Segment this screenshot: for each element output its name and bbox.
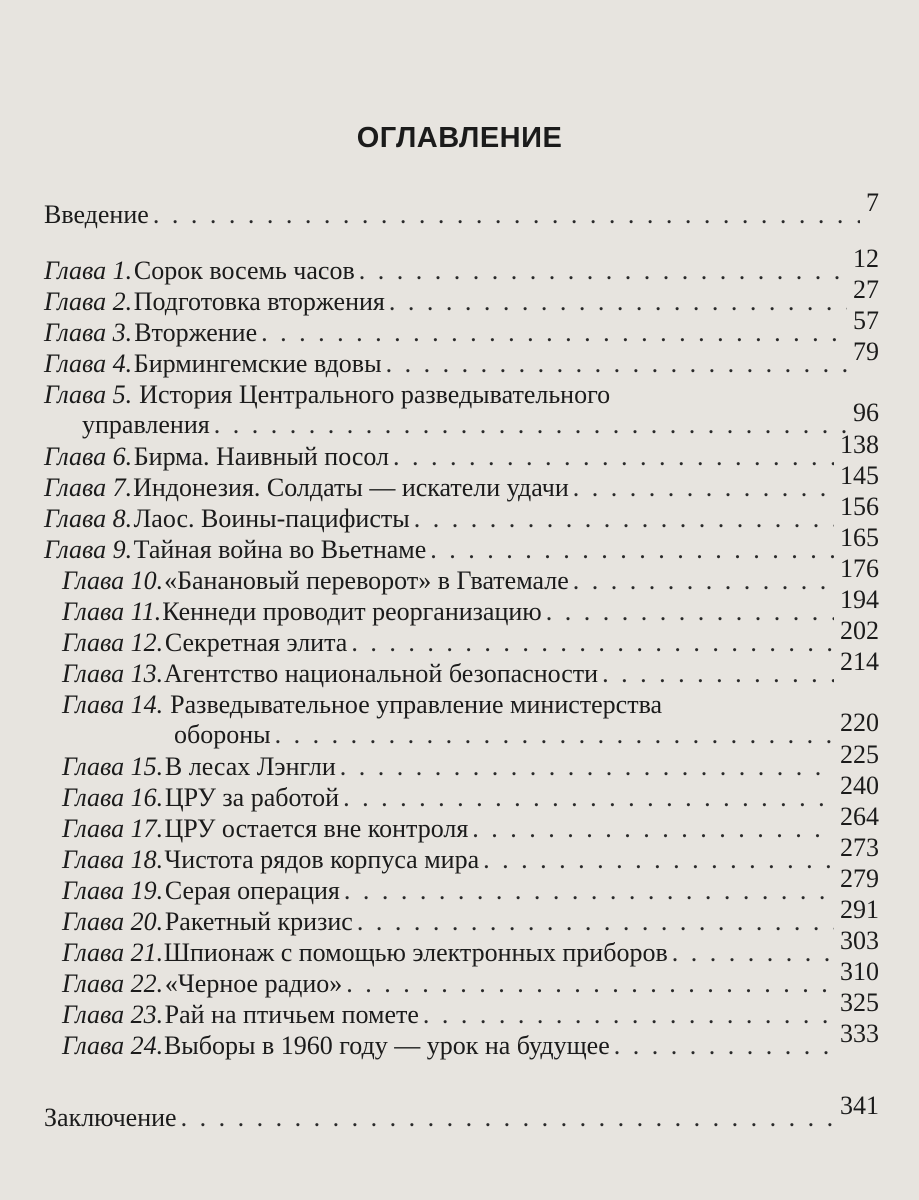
toc-line bbox=[44, 275, 879, 317]
chapter-label: Глава 20. bbox=[62, 907, 164, 936]
page-number: 303 bbox=[840, 926, 879, 955]
chapter-label: Глава 21. bbox=[62, 938, 164, 967]
toc-line bbox=[62, 802, 879, 844]
page-number: 333 bbox=[840, 1019, 879, 1048]
page-number: 214 bbox=[840, 647, 879, 676]
chapter-title: Бирма. Наивный посол bbox=[133, 442, 390, 471]
toc-line bbox=[62, 554, 879, 596]
page-number: 138 bbox=[840, 430, 879, 459]
toc-line bbox=[44, 337, 879, 379]
chapter-title: Чистота рядов корпуса мира bbox=[164, 845, 480, 874]
entry-title: Заключение bbox=[44, 1103, 177, 1132]
page-number: 165 bbox=[840, 523, 879, 552]
dot-leader bbox=[573, 566, 834, 596]
toc-line bbox=[44, 1091, 879, 1133]
chapter-label: Глава 8. bbox=[44, 504, 133, 533]
toc-entry-chapter[interactable] bbox=[44, 430, 879, 472]
dot-leader bbox=[340, 752, 834, 782]
toc-line bbox=[44, 492, 879, 534]
toc-line bbox=[44, 244, 879, 286]
chapter-label: Глава 9. bbox=[44, 535, 133, 564]
dot-leader bbox=[414, 504, 834, 534]
toc-line bbox=[62, 740, 879, 782]
chapter-label: Глава 22. bbox=[62, 969, 164, 998]
toc-entry-chapter[interactable] bbox=[44, 275, 879, 317]
toc-line bbox=[62, 585, 879, 627]
chapter-label: Глава 10. bbox=[62, 566, 164, 595]
page-number: 145 bbox=[840, 461, 879, 490]
chapter-label: Глава 14. bbox=[62, 690, 164, 719]
chapter-title: История Центрального разведывательного bbox=[139, 380, 611, 409]
dot-leader bbox=[344, 876, 834, 906]
toc-line bbox=[62, 988, 879, 1030]
chapter-title: Разведывательное управление министерства bbox=[170, 690, 663, 719]
dot-leader bbox=[423, 1000, 834, 1030]
page-number: 291 bbox=[840, 895, 879, 924]
toc-line bbox=[44, 461, 879, 503]
page-number: 264 bbox=[840, 802, 879, 831]
toc-line bbox=[44, 188, 879, 230]
dot-leader bbox=[672, 938, 834, 968]
page-number: 27 bbox=[853, 275, 879, 304]
dot-leader bbox=[386, 349, 847, 379]
toc-line bbox=[62, 708, 879, 750]
page-number: 310 bbox=[840, 957, 879, 986]
toc-line bbox=[62, 864, 879, 906]
chapter-title: Выборы в 1960 году — урок на будущее bbox=[163, 1031, 610, 1060]
chapter-label: Глава 5. bbox=[44, 380, 133, 409]
toc-line bbox=[62, 1019, 879, 1061]
page-number: 240 bbox=[840, 771, 879, 800]
chapter-label: Глава 13. bbox=[62, 659, 164, 688]
chapter-label: Глава 12. bbox=[62, 628, 164, 657]
toc-entry-chapter[interactable] bbox=[62, 988, 879, 1030]
page-number: 96 bbox=[853, 398, 879, 427]
dot-leader bbox=[472, 814, 834, 844]
dot-leader bbox=[359, 256, 847, 286]
dot-leader bbox=[275, 720, 834, 750]
dot-leader bbox=[546, 597, 834, 627]
toc-entry-chapter[interactable] bbox=[62, 554, 879, 596]
chapter-title: В лесах Лэнгли bbox=[164, 752, 336, 781]
page-number: 325 bbox=[840, 988, 879, 1017]
chapter-title: Серая операция bbox=[164, 876, 340, 905]
toc-entry-chapter[interactable] bbox=[44, 380, 879, 440]
dot-leader bbox=[343, 783, 834, 813]
dot-leader bbox=[393, 442, 834, 472]
entry-title: Введение bbox=[44, 200, 149, 229]
toc-entry-chapter[interactable] bbox=[44, 523, 879, 565]
chapter-label: Глава 15. bbox=[62, 752, 164, 781]
chapter-label: Глава 23. bbox=[62, 1000, 164, 1029]
toc-entry-chapter[interactable] bbox=[62, 740, 879, 782]
dot-leader bbox=[614, 1031, 834, 1061]
chapter-title: Ракетный кризис bbox=[164, 907, 353, 936]
page-title: ОГЛАВЛЕНИЕ bbox=[356, 122, 563, 154]
dot-leader bbox=[483, 845, 834, 875]
toc-entry-chapter[interactable] bbox=[62, 647, 879, 689]
chapter-label: Глава 17. bbox=[62, 814, 164, 843]
page-number: 57 bbox=[853, 306, 879, 335]
toc-line bbox=[44, 380, 879, 410]
page-number: 273 bbox=[840, 833, 879, 862]
dot-leader bbox=[357, 907, 834, 937]
chapter-title: Лаос. Воины-пацифисты bbox=[133, 504, 410, 533]
toc-line bbox=[62, 690, 879, 720]
chapter-label: Глава 4. bbox=[44, 349, 133, 378]
chapter-label: Глава 6. bbox=[44, 442, 133, 471]
chapter-title: Тайная война во Вьетнаме bbox=[133, 535, 427, 564]
chapter-label: Глава 1. bbox=[44, 256, 133, 285]
toc-line bbox=[62, 957, 879, 999]
chapter-title: ЦРУ остается вне контроля bbox=[164, 814, 469, 843]
toc-line bbox=[62, 771, 879, 813]
toc-entry-chapter[interactable] bbox=[62, 833, 879, 875]
page-number: 202 bbox=[840, 616, 879, 645]
toc-entry-introduction[interactable] bbox=[44, 188, 879, 230]
toc-entry-conclusion[interactable] bbox=[44, 1091, 879, 1133]
toc-entry-chapter[interactable] bbox=[44, 492, 879, 534]
chapter-title: «Черное радио» bbox=[164, 969, 343, 998]
chapter-title: Секретная элита bbox=[164, 628, 348, 657]
dot-leader bbox=[181, 1103, 834, 1133]
chapter-title: «Банановый переворот» в Гватемале bbox=[164, 566, 569, 595]
toc-line bbox=[62, 926, 879, 968]
toc-entry-chapter[interactable] bbox=[62, 1019, 879, 1061]
chapter-title: Индонезия. Солдаты — искатели удачи bbox=[133, 473, 569, 502]
chapter-label: Глава 24. bbox=[62, 1031, 164, 1060]
dot-leader bbox=[389, 287, 847, 317]
dot-leader bbox=[351, 628, 834, 658]
toc-entry-chapter[interactable] bbox=[62, 926, 879, 968]
toc-entry-chapter[interactable] bbox=[62, 864, 879, 906]
chapter-label: Глава 16. bbox=[62, 783, 164, 812]
toc-entry-chapter[interactable] bbox=[62, 802, 879, 844]
chapter-title: Рай на птичьем помете bbox=[164, 1000, 419, 1029]
toc-line bbox=[62, 833, 879, 875]
chapter-title-continued: обороны bbox=[174, 720, 271, 749]
page-number: 176 bbox=[840, 554, 879, 583]
page-number: 12 bbox=[853, 244, 879, 273]
page-number: 341 bbox=[840, 1091, 879, 1120]
toc-entry-chapter[interactable] bbox=[44, 306, 879, 348]
page-number: 7 bbox=[866, 188, 879, 217]
chapter-label: Глава 19. bbox=[62, 876, 164, 905]
page-number: 225 bbox=[840, 740, 879, 769]
chapter-title: Вторжение bbox=[134, 318, 258, 347]
chapter-title: ЦРУ за работой bbox=[164, 783, 340, 812]
toc-entry-chapter[interactable] bbox=[44, 337, 879, 379]
toc-entry-chapter[interactable] bbox=[62, 895, 879, 937]
chapter-label: Глава 7. bbox=[44, 473, 133, 502]
chapter-title: Бирмингемские вдовы bbox=[133, 349, 382, 378]
chapter-title-continued: управления bbox=[82, 410, 210, 439]
chapter-label: Глава 3. bbox=[44, 318, 133, 347]
page-number: 279 bbox=[840, 864, 879, 893]
dot-leader bbox=[346, 969, 834, 999]
page-number: 79 bbox=[853, 337, 879, 366]
chapter-title: Сорок восемь часов bbox=[133, 256, 355, 285]
page-number: 194 bbox=[840, 585, 879, 614]
toc-entry-chapter[interactable] bbox=[62, 616, 879, 658]
chapter-title: Агентство национальной безопасности bbox=[163, 659, 599, 688]
toc-entry-chapter[interactable] bbox=[44, 244, 879, 286]
chapter-title: Подготовка вторжения bbox=[133, 287, 385, 316]
toc-entry-chapter[interactable] bbox=[44, 461, 879, 503]
chapter-title: Кеннеди проводит реорганизацию bbox=[162, 597, 542, 626]
dot-leader bbox=[573, 473, 834, 503]
dot-leader bbox=[602, 659, 834, 689]
toc-line bbox=[44, 430, 879, 472]
toc-entry-chapter[interactable] bbox=[62, 771, 879, 813]
toc-line bbox=[62, 647, 879, 689]
toc-entry-chapter[interactable] bbox=[62, 690, 879, 750]
dot-leader bbox=[261, 318, 847, 348]
chapter-label: Глава 18. bbox=[62, 845, 164, 874]
page-number: 220 bbox=[840, 708, 879, 737]
chapter-label: Глава 11. bbox=[62, 597, 162, 626]
chapter-label: Глава 2. bbox=[44, 287, 133, 316]
toc-entry-chapter[interactable] bbox=[62, 957, 879, 999]
toc-line bbox=[44, 398, 879, 440]
chapter-title: Шпионаж с помощью электронных приборов bbox=[163, 938, 668, 967]
dot-leader bbox=[153, 200, 860, 230]
toc-line bbox=[62, 895, 879, 937]
dot-leader bbox=[214, 410, 847, 440]
toc-line bbox=[44, 523, 879, 565]
page-number: 156 bbox=[840, 492, 879, 521]
toc-line bbox=[44, 306, 879, 348]
toc-entry-chapter[interactable] bbox=[62, 585, 879, 627]
toc-line bbox=[62, 616, 879, 658]
dot-leader bbox=[430, 535, 834, 565]
